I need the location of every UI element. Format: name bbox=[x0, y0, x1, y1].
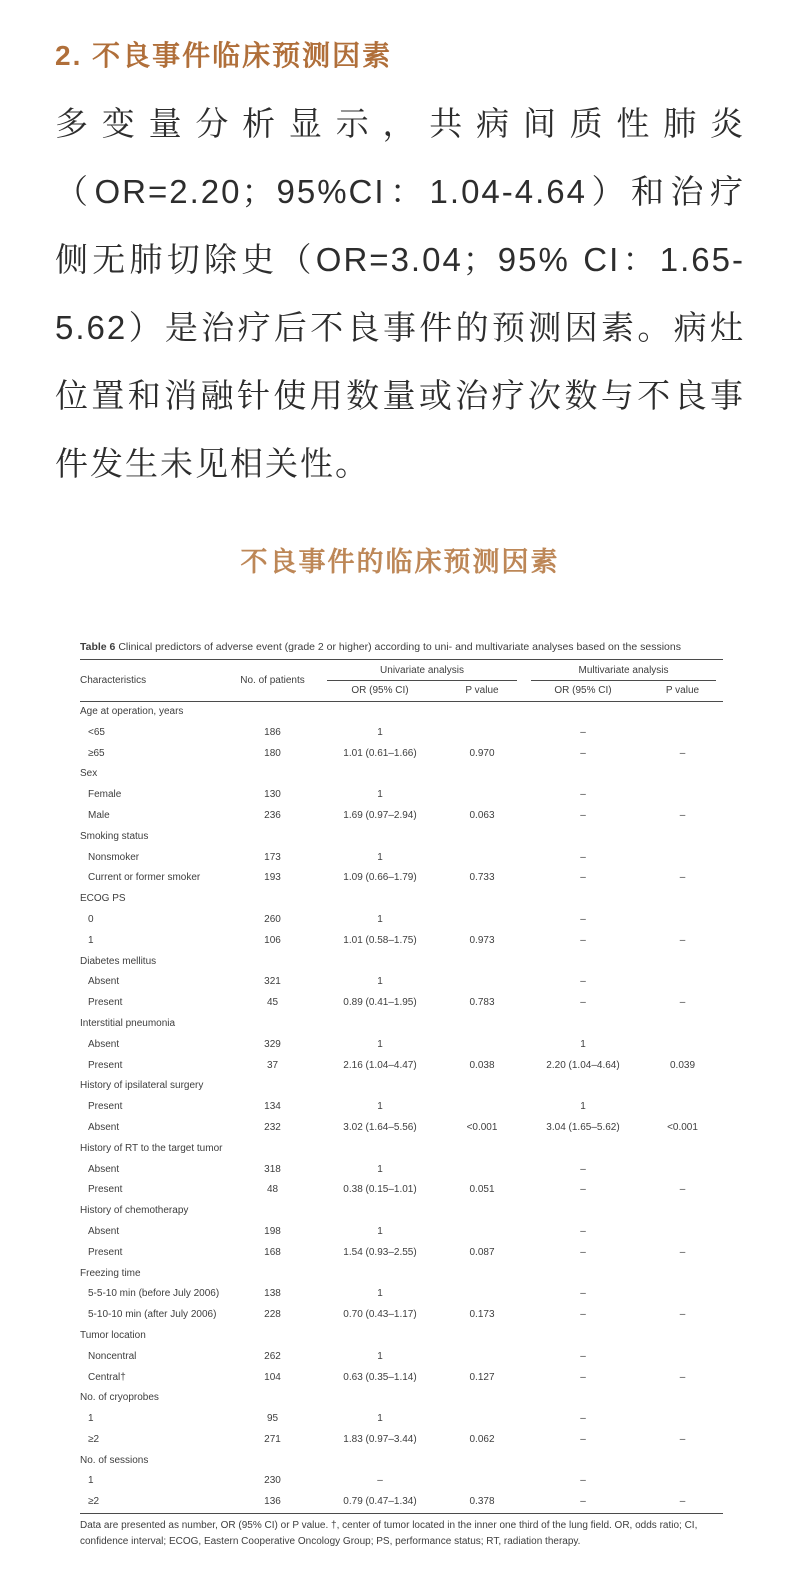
cell-p-multivariate bbox=[642, 1035, 723, 1056]
clinical-predictors-table-figure bbox=[80, 641, 723, 1550]
table-row bbox=[80, 1243, 723, 1264]
cell-p-multivariate bbox=[642, 1284, 723, 1305]
cell-patients: 173 bbox=[264, 851, 281, 863]
cell-patients bbox=[225, 702, 320, 723]
cell-or-multivariate: – bbox=[580, 1309, 586, 1321]
cell-or-univariate: 1 bbox=[377, 1413, 383, 1425]
table-caption: Clinical predictors of adverse event (grade 2 or higher) according to uni- and multivariate analyses based on the sessions bbox=[115, 641, 681, 653]
cell-or-univariate: 0.79 (0.47–1.34) bbox=[343, 1496, 417, 1508]
cell-p-multivariate bbox=[642, 889, 723, 910]
row-label: No. of sessions bbox=[80, 1454, 149, 1466]
cell-or-univariate: 0.63 (0.35–1.14) bbox=[343, 1371, 417, 1383]
cell-p-univariate: 0.087 bbox=[469, 1246, 495, 1258]
cell-p-univariate bbox=[440, 1388, 524, 1409]
row-label: 1 bbox=[88, 1475, 94, 1487]
cell-p-multivariate bbox=[642, 1139, 723, 1160]
cell-p-multivariate bbox=[642, 1201, 723, 1222]
cell-patients: 186 bbox=[264, 726, 281, 738]
cell-p-multivariate: – bbox=[679, 1309, 686, 1321]
row-label: Male bbox=[88, 809, 110, 821]
cell-or-multivariate: 1 bbox=[580, 1101, 586, 1113]
cell-p-multivariate: – bbox=[679, 1371, 686, 1383]
cell-p-multivariate: – bbox=[679, 1184, 686, 1196]
row-label: <65 bbox=[88, 726, 105, 738]
cell-or-multivariate: – bbox=[580, 809, 586, 821]
cell-patients: 230 bbox=[264, 1475, 281, 1487]
cell-or-multivariate: – bbox=[580, 747, 586, 759]
row-label: ≥2 bbox=[88, 1496, 100, 1508]
cell-or-multivariate bbox=[524, 1076, 642, 1097]
row-label: Absent bbox=[88, 1225, 120, 1237]
cell-p-multivariate bbox=[642, 1451, 723, 1472]
cell-p-multivariate bbox=[642, 1160, 723, 1181]
cell-p-multivariate bbox=[642, 723, 723, 744]
row-label: 1 bbox=[88, 1413, 94, 1425]
table-row bbox=[80, 1076, 723, 1097]
cell-patients: 329 bbox=[264, 1038, 281, 1050]
table-row bbox=[80, 1056, 723, 1077]
cell-p-multivariate bbox=[642, 972, 723, 993]
cell-or-univariate: 1 bbox=[377, 1038, 383, 1050]
cell-or-univariate: 1.01 (0.58–1.75) bbox=[343, 934, 417, 946]
table-row bbox=[80, 993, 723, 1014]
cell-or-multivariate: – bbox=[580, 1184, 586, 1196]
cell-patients: 136 bbox=[264, 1496, 281, 1508]
cell-or-univariate: 1 bbox=[377, 726, 383, 738]
table-row bbox=[80, 931, 723, 952]
cell-p-univariate bbox=[440, 848, 524, 869]
cell-patients bbox=[225, 827, 320, 848]
cell-patients bbox=[225, 1388, 320, 1409]
cell-or-univariate bbox=[320, 889, 440, 910]
row-label: Present bbox=[88, 1101, 123, 1113]
cell-or-multivariate: – bbox=[580, 1225, 586, 1237]
cell-or-univariate: 1.01 (0.61–1.66) bbox=[343, 747, 417, 759]
cell-p-multivariate: – bbox=[679, 1496, 686, 1508]
cell-p-multivariate bbox=[642, 1076, 723, 1097]
col-header-or-multivariate: OR (95% CI) bbox=[554, 685, 612, 697]
cell-or-univariate: 1.54 (0.93–2.55) bbox=[343, 1246, 417, 1258]
cell-patients bbox=[225, 764, 320, 785]
cell-p-univariate bbox=[440, 1409, 524, 1430]
cell-p-univariate bbox=[440, 1471, 524, 1492]
cell-or-multivariate bbox=[524, 889, 642, 910]
cell-or-multivariate bbox=[524, 702, 642, 723]
cell-or-multivariate: – bbox=[580, 1350, 586, 1362]
row-label: ≥65 bbox=[88, 747, 105, 759]
table-row bbox=[80, 827, 723, 848]
cell-p-univariate: 0.970 bbox=[469, 747, 495, 759]
cell-p-univariate bbox=[440, 952, 524, 973]
cell-or-multivariate bbox=[524, 952, 642, 973]
cell-or-multivariate bbox=[524, 1201, 642, 1222]
cell-p-univariate bbox=[440, 827, 524, 848]
cell-or-univariate: 1 bbox=[377, 976, 383, 988]
row-label: Absent bbox=[88, 1038, 120, 1050]
cell-patients bbox=[225, 1451, 320, 1472]
cell-or-univariate bbox=[320, 1139, 440, 1160]
cell-p-univariate bbox=[440, 1201, 524, 1222]
cell-or-univariate: 1 bbox=[377, 1288, 383, 1300]
cell-or-univariate: 0.38 (0.15–1.01) bbox=[343, 1184, 417, 1196]
cell-or-multivariate bbox=[524, 764, 642, 785]
cell-p-univariate bbox=[440, 1264, 524, 1285]
table-row bbox=[80, 910, 723, 931]
cell-patients: 232 bbox=[264, 1121, 281, 1133]
col-header-or-univariate: OR (95% CI) bbox=[351, 685, 409, 697]
row-label: Freezing time bbox=[80, 1267, 141, 1279]
table-row bbox=[80, 952, 723, 973]
cell-p-multivariate bbox=[642, 1326, 723, 1347]
table-row bbox=[80, 1284, 723, 1305]
cell-or-multivariate bbox=[524, 1264, 642, 1285]
cell-p-univariate bbox=[440, 1097, 524, 1118]
table-row bbox=[80, 1014, 723, 1035]
row-label: Female bbox=[88, 789, 122, 801]
cell-or-univariate bbox=[320, 1451, 440, 1472]
cell-p-univariate bbox=[440, 1014, 524, 1035]
table-row bbox=[80, 723, 723, 744]
cell-p-univariate bbox=[440, 1222, 524, 1243]
cell-p-multivariate: – bbox=[679, 747, 686, 759]
col-header-p-multivariate: P value bbox=[665, 685, 700, 697]
table-row bbox=[80, 1451, 723, 1472]
col-header-p-univariate: P value bbox=[465, 685, 499, 697]
cell-or-multivariate: – bbox=[580, 851, 586, 863]
cell-or-multivariate bbox=[524, 1139, 642, 1160]
cell-or-multivariate: – bbox=[580, 976, 586, 988]
cell-p-multivariate: – bbox=[679, 809, 686, 821]
cell-or-multivariate: – bbox=[580, 1413, 586, 1425]
cell-or-univariate: 2.16 (1.04–4.47) bbox=[343, 1059, 417, 1071]
cell-or-univariate: 1.09 (0.66–1.79) bbox=[343, 872, 417, 884]
table-header bbox=[80, 660, 723, 702]
cell-patients bbox=[225, 1201, 320, 1222]
cell-patients bbox=[225, 1139, 320, 1160]
cell-or-univariate: 1 bbox=[377, 1225, 383, 1237]
row-label: Interstitial pneumonia bbox=[80, 1017, 176, 1029]
cell-p-univariate bbox=[440, 1326, 524, 1347]
cell-or-multivariate: – bbox=[580, 1163, 586, 1175]
cell-or-univariate: 0.89 (0.41–1.95) bbox=[343, 997, 417, 1009]
cell-p-univariate: 0.973 bbox=[469, 934, 495, 946]
row-label: ECOG PS bbox=[80, 893, 126, 905]
cell-or-multivariate: – bbox=[580, 872, 586, 884]
table-title bbox=[80, 641, 723, 654]
cell-patients bbox=[225, 1076, 320, 1097]
cell-p-univariate: <0.001 bbox=[466, 1121, 498, 1133]
cell-p-multivariate: – bbox=[679, 1246, 686, 1258]
cell-p-univariate bbox=[440, 1160, 524, 1181]
col-header-patients: No. of patients bbox=[240, 675, 305, 686]
cell-patients bbox=[225, 1326, 320, 1347]
cell-p-univariate bbox=[440, 1347, 524, 1368]
cell-p-univariate bbox=[440, 1284, 524, 1305]
cell-p-multivariate bbox=[642, 702, 723, 723]
cell-patients bbox=[225, 952, 320, 973]
cell-patients bbox=[225, 889, 320, 910]
table-row bbox=[80, 764, 723, 785]
cell-or-univariate bbox=[320, 952, 440, 973]
table-row bbox=[80, 1492, 723, 1513]
row-label: 5-10-10 min (after July 2006) bbox=[88, 1309, 217, 1321]
cell-p-univariate bbox=[440, 1139, 524, 1160]
cell-or-univariate: 1.69 (0.97–2.94) bbox=[343, 809, 417, 821]
table-row bbox=[80, 1180, 723, 1201]
cell-p-multivariate: <0.001 bbox=[667, 1121, 698, 1133]
row-label: Diabetes mellitus bbox=[80, 955, 157, 967]
cell-or-multivariate: – bbox=[580, 1496, 586, 1508]
cell-p-multivariate bbox=[642, 1264, 723, 1285]
cell-or-multivariate: – bbox=[580, 1246, 586, 1258]
cell-p-multivariate: – bbox=[679, 997, 686, 1009]
row-label: 0 bbox=[88, 913, 94, 925]
row-label: Absent bbox=[88, 1121, 120, 1133]
cell-patients: 180 bbox=[264, 747, 281, 759]
cell-or-univariate: – bbox=[377, 1475, 383, 1487]
cell-p-univariate bbox=[440, 889, 524, 910]
table-row bbox=[80, 868, 723, 889]
cell-or-univariate: 0.70 (0.43–1.17) bbox=[343, 1309, 417, 1321]
row-label: ≥2 bbox=[88, 1433, 100, 1445]
cell-or-univariate: 1 bbox=[377, 851, 383, 863]
cell-p-multivariate bbox=[642, 1222, 723, 1243]
table-row bbox=[80, 1368, 723, 1389]
cell-or-univariate: 1 bbox=[377, 1350, 383, 1362]
cell-p-multivariate bbox=[642, 1347, 723, 1368]
cell-or-multivariate: – bbox=[580, 789, 586, 801]
cell-p-univariate bbox=[440, 764, 524, 785]
cell-patients: 134 bbox=[264, 1101, 281, 1113]
row-label: No. of cryoprobes bbox=[80, 1392, 159, 1404]
cell-or-univariate: 3.02 (1.64–5.56) bbox=[343, 1121, 417, 1133]
cell-or-multivariate bbox=[524, 1451, 642, 1472]
cell-or-multivariate: 3.04 (1.65–5.62) bbox=[546, 1121, 620, 1133]
cell-or-multivariate: – bbox=[580, 997, 586, 1009]
cell-patients: 106 bbox=[264, 934, 281, 946]
cell-p-univariate bbox=[440, 1035, 524, 1056]
row-label: Absent bbox=[88, 976, 120, 988]
row-label: 5-5-10 min (before July 2006) bbox=[88, 1288, 220, 1300]
row-label: Present bbox=[88, 997, 123, 1009]
cell-patients: 321 bbox=[264, 976, 281, 988]
table-row bbox=[80, 702, 723, 723]
cell-or-multivariate: 1 bbox=[580, 1038, 586, 1050]
cell-or-multivariate bbox=[524, 827, 642, 848]
cell-p-multivariate bbox=[642, 827, 723, 848]
cell-p-multivariate bbox=[642, 1388, 723, 1409]
cell-or-multivariate: – bbox=[580, 726, 586, 738]
cell-or-multivariate: – bbox=[580, 934, 586, 946]
cell-patients: 45 bbox=[266, 997, 279, 1009]
cell-patients: 271 bbox=[264, 1433, 281, 1445]
cell-p-univariate: 0.038 bbox=[469, 1059, 495, 1071]
col-header-characteristics: Characteristics bbox=[80, 675, 147, 686]
table-row bbox=[80, 1264, 723, 1285]
cell-or-univariate bbox=[320, 1264, 440, 1285]
cell-p-multivariate bbox=[642, 1014, 723, 1035]
table-row bbox=[80, 1471, 723, 1492]
table-row bbox=[80, 1388, 723, 1409]
article-section bbox=[0, 34, 800, 579]
cell-p-univariate bbox=[440, 1076, 524, 1097]
cell-p-univariate: 0.063 bbox=[469, 809, 495, 821]
cell-patients: 138 bbox=[264, 1288, 281, 1300]
cell-p-univariate bbox=[440, 910, 524, 931]
section-heading: 2. 不良事件临床预测因素 bbox=[55, 40, 393, 71]
cell-or-univariate: 1 bbox=[377, 1101, 383, 1113]
cell-or-multivariate bbox=[524, 1326, 642, 1347]
cell-or-univariate bbox=[320, 1326, 440, 1347]
cell-p-multivariate: – bbox=[679, 872, 686, 884]
cell-p-univariate bbox=[440, 702, 524, 723]
cell-p-univariate bbox=[440, 972, 524, 993]
table-row bbox=[80, 744, 723, 765]
cell-p-multivariate bbox=[642, 1471, 723, 1492]
group-header-univariate: Univariate analysis bbox=[320, 660, 524, 681]
table-row bbox=[80, 1139, 723, 1160]
row-label: Present bbox=[88, 1246, 123, 1258]
cell-p-univariate bbox=[440, 1451, 524, 1472]
cell-p-univariate: 0.733 bbox=[469, 872, 495, 884]
table-row bbox=[80, 972, 723, 993]
cell-p-univariate: 0.127 bbox=[469, 1371, 495, 1383]
cell-or-multivariate bbox=[524, 1388, 642, 1409]
cell-patients: 130 bbox=[264, 789, 281, 801]
table-row bbox=[80, 1305, 723, 1326]
cell-or-univariate bbox=[320, 1201, 440, 1222]
cell-p-multivariate bbox=[642, 764, 723, 785]
cell-p-univariate: 0.173 bbox=[469, 1309, 495, 1321]
row-label: Noncentral bbox=[88, 1350, 137, 1362]
table-row bbox=[80, 1035, 723, 1056]
row-label: Tumor location bbox=[80, 1329, 146, 1341]
row-label: Nonsmoker bbox=[88, 851, 140, 863]
table-body bbox=[80, 702, 723, 1514]
table-row bbox=[80, 848, 723, 869]
cell-patients bbox=[225, 1264, 320, 1285]
row-label: Age at operation, years bbox=[80, 706, 184, 717]
table-row bbox=[80, 1409, 723, 1430]
cell-p-multivariate bbox=[642, 952, 723, 973]
cell-p-multivariate bbox=[642, 910, 723, 931]
table-row bbox=[80, 806, 723, 827]
cell-or-multivariate: – bbox=[580, 1371, 586, 1383]
table-subtitle: 不良事件的临床预测因素 bbox=[240, 547, 560, 577]
table-row bbox=[80, 1097, 723, 1118]
cell-patients: 95 bbox=[266, 1413, 279, 1425]
cell-p-multivariate bbox=[642, 785, 723, 806]
cell-or-univariate bbox=[320, 827, 440, 848]
body-paragraph: 多变量分析显示，共病间质性肺炎（OR=2.20；95%CI：1.04-4.64）和治疗侧无肺切除史（OR=3.04；95% CI：1.65-5.62）是治疗后不良事件的预测因素。病灶位置和消融针使用数量或治疗次数与不良事件发生未见相关性。 bbox=[55, 105, 745, 482]
cell-p-univariate: 0.051 bbox=[469, 1184, 495, 1196]
table-row bbox=[80, 1222, 723, 1243]
cell-or-univariate bbox=[320, 1014, 440, 1035]
row-label: Central† bbox=[88, 1371, 126, 1383]
row-label: Absent bbox=[88, 1163, 120, 1175]
row-label: Present bbox=[88, 1059, 123, 1071]
cell-or-univariate bbox=[320, 702, 440, 723]
table-row bbox=[80, 785, 723, 806]
cell-patients: 193 bbox=[264, 872, 281, 884]
cell-patients: 48 bbox=[266, 1184, 279, 1196]
table-row bbox=[80, 889, 723, 910]
cell-or-univariate: 1 bbox=[377, 913, 383, 925]
cell-patients bbox=[225, 1014, 320, 1035]
table-row bbox=[80, 1201, 723, 1222]
clinical-predictors-table bbox=[80, 659, 723, 1514]
row-label: Current or former smoker bbox=[88, 872, 201, 884]
cell-p-univariate: 0.783 bbox=[469, 997, 495, 1009]
cell-p-univariate: 0.062 bbox=[469, 1433, 495, 1445]
row-label: Present bbox=[88, 1184, 123, 1196]
cell-p-multivariate: – bbox=[679, 934, 686, 946]
row-label: Sex bbox=[80, 768, 98, 780]
cell-p-univariate bbox=[440, 785, 524, 806]
cell-p-univariate bbox=[440, 723, 524, 744]
cell-patients: 236 bbox=[264, 809, 281, 821]
cell-or-univariate bbox=[320, 1388, 440, 1409]
cell-p-multivariate bbox=[642, 1097, 723, 1118]
row-label: Smoking status bbox=[80, 830, 149, 842]
cell-patients: 104 bbox=[264, 1371, 281, 1383]
cell-patients: 37 bbox=[266, 1059, 279, 1071]
table-number: Table 6 bbox=[80, 641, 116, 653]
row-label: History of RT to the target tumor bbox=[80, 1142, 223, 1154]
cell-or-univariate: 1 bbox=[377, 1163, 383, 1175]
cell-p-multivariate: 0.039 bbox=[669, 1059, 696, 1071]
cell-or-multivariate bbox=[524, 1014, 642, 1035]
table-row bbox=[80, 1160, 723, 1181]
cell-or-multivariate: 2.20 (1.04–4.64) bbox=[546, 1059, 620, 1071]
cell-p-univariate: 0.378 bbox=[469, 1496, 495, 1508]
cell-or-univariate: 1.83 (0.97–3.44) bbox=[343, 1433, 417, 1445]
cell-patients: 260 bbox=[264, 913, 281, 925]
row-label: History of ipsilateral surgery bbox=[80, 1080, 204, 1092]
cell-patients: 262 bbox=[264, 1350, 281, 1362]
cell-or-multivariate: – bbox=[580, 913, 586, 925]
table-row bbox=[80, 1430, 723, 1451]
cell-p-multivariate bbox=[642, 848, 723, 869]
row-label: History of chemotherapy bbox=[80, 1205, 189, 1217]
cell-patients: 318 bbox=[264, 1163, 281, 1175]
cell-patients: 228 bbox=[264, 1309, 281, 1321]
table-footnote: Data are presented as number, OR (95% CI) or P value. †, center of tumor located in the inner one third of the lung field. OR, odds ratio; CI, confidence interval; ECOG, Eastern Cooperative Oncology Group; PS, performance status; RT, radiation therapy. bbox=[80, 1520, 698, 1548]
cell-or-univariate bbox=[320, 764, 440, 785]
table-row bbox=[80, 1347, 723, 1368]
cell-patients: 168 bbox=[264, 1246, 281, 1258]
cell-p-multivariate bbox=[642, 1409, 723, 1430]
row-label: 1 bbox=[88, 934, 94, 946]
cell-or-multivariate: – bbox=[580, 1475, 586, 1487]
cell-or-multivariate: – bbox=[580, 1288, 586, 1300]
cell-p-multivariate: – bbox=[679, 1433, 686, 1445]
cell-or-univariate: 1 bbox=[377, 789, 383, 801]
table-row bbox=[80, 1118, 723, 1139]
table-row bbox=[80, 1326, 723, 1347]
cell-patients: 198 bbox=[264, 1225, 281, 1237]
cell-or-univariate bbox=[320, 1076, 440, 1097]
cell-or-multivariate: – bbox=[580, 1433, 586, 1445]
group-header-multivariate: Multivariate analysis bbox=[524, 660, 723, 681]
